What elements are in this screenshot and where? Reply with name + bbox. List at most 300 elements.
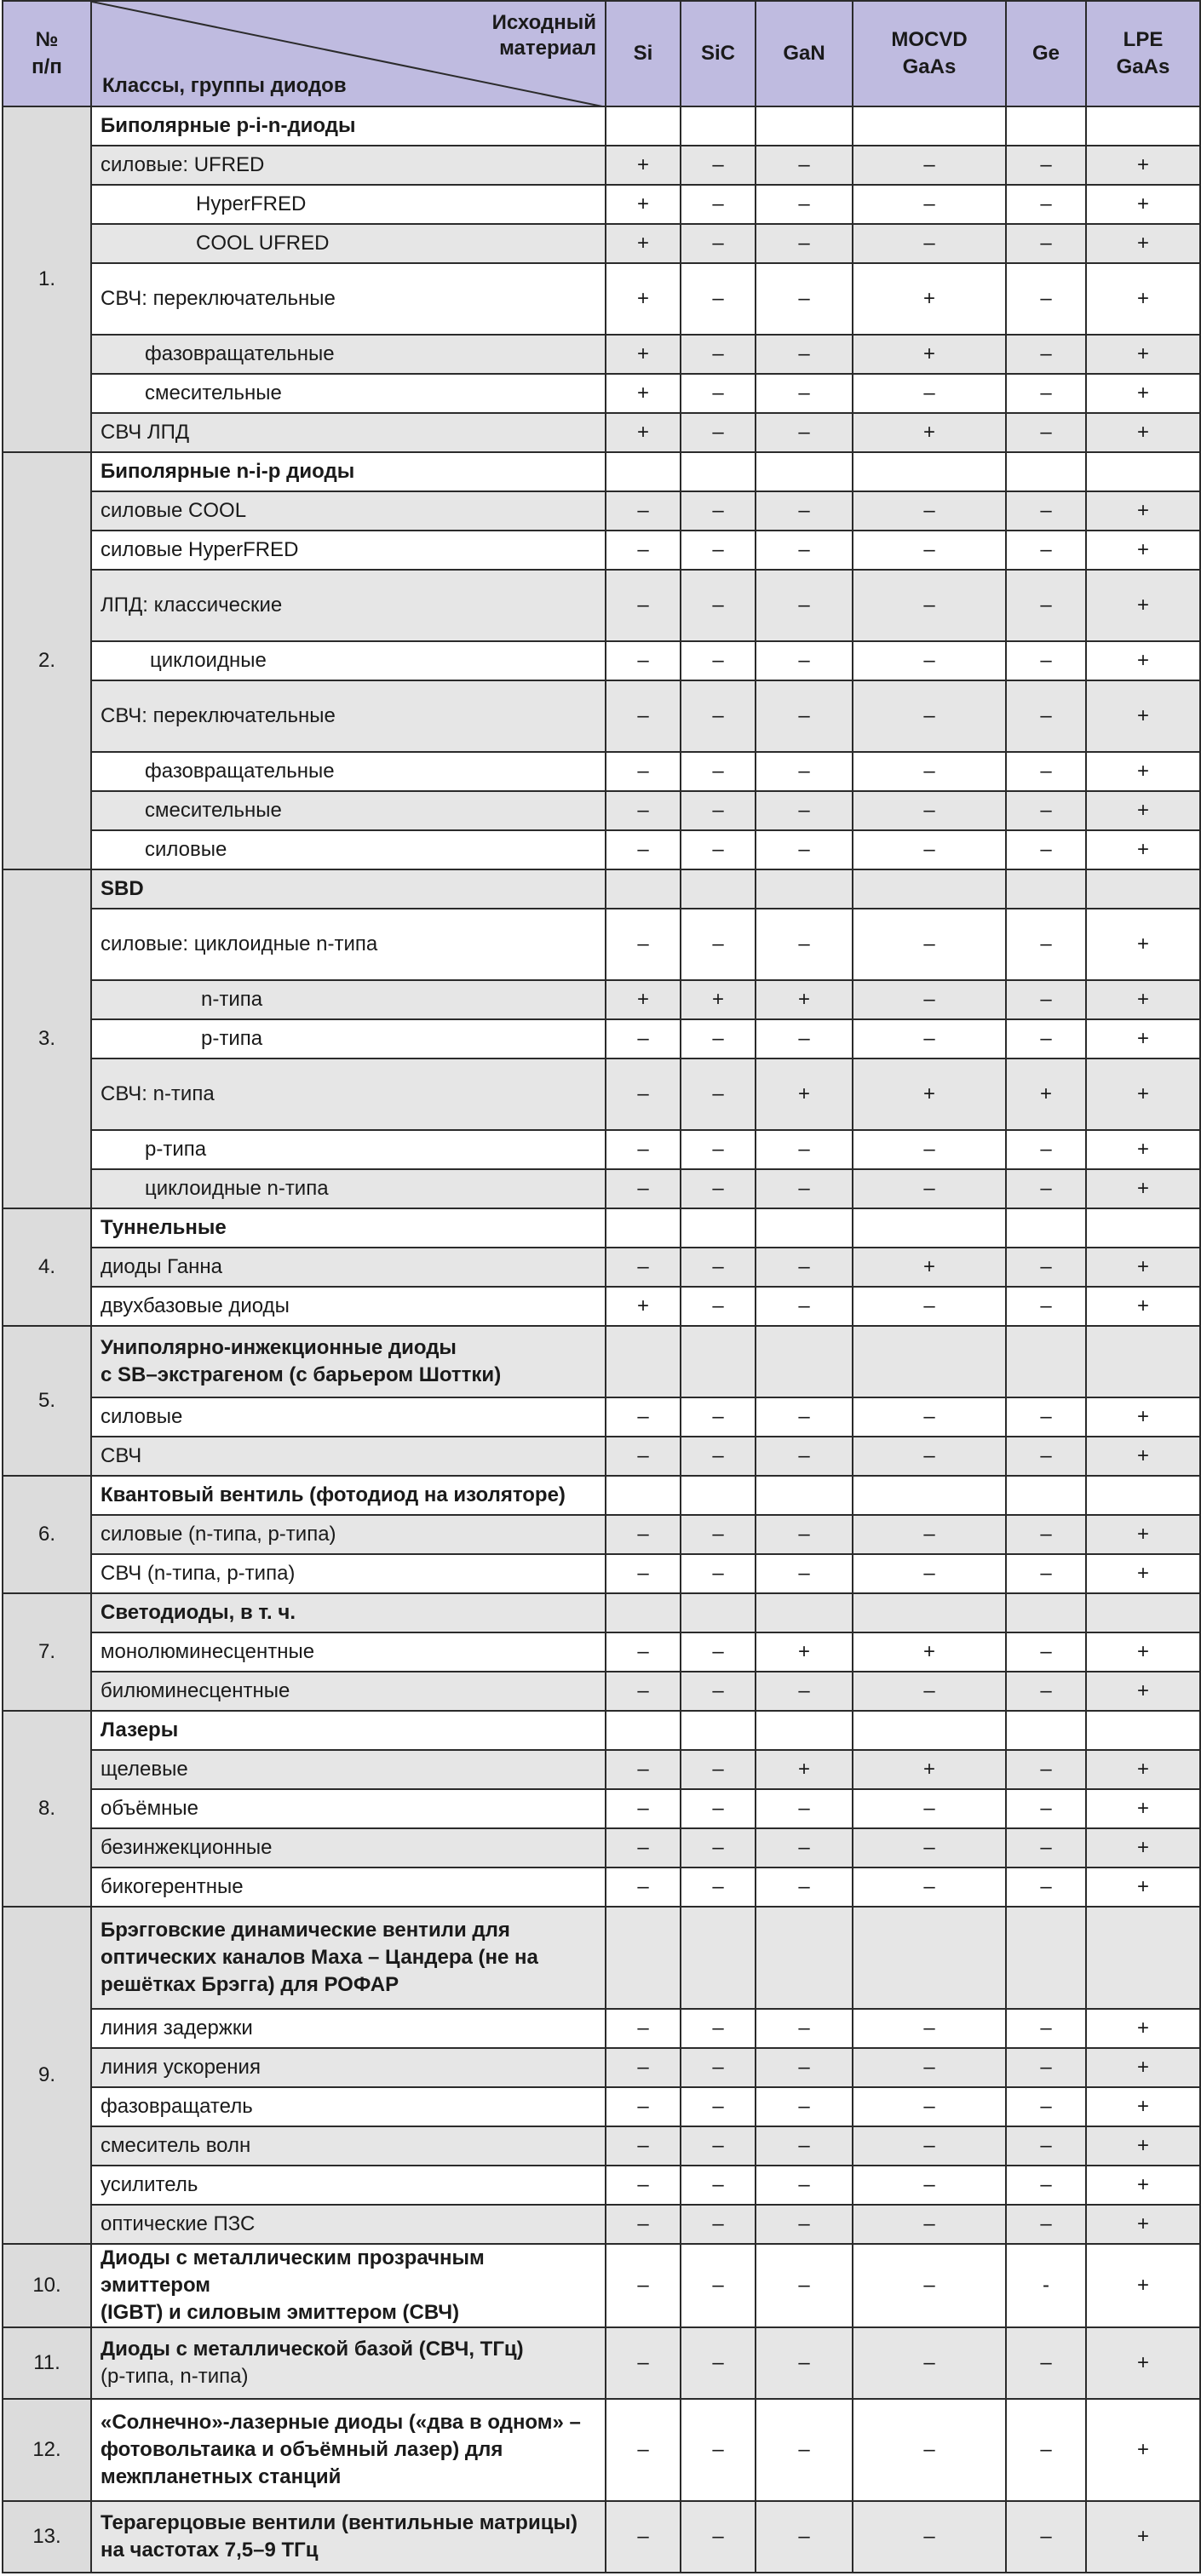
row-label-text: Брэгговские динамические вентили для оптических каналов Маха – Цандера (не на решётках Брэгга) для РОФАР — [101, 1919, 538, 1996]
value-cell: – — [606, 570, 681, 641]
table-row — [3, 680, 1200, 752]
value-cell: – — [681, 1248, 756, 1287]
value-cell: – — [1006, 2166, 1086, 2205]
value-cell: – — [681, 1169, 756, 1208]
value-cell: – — [681, 531, 756, 570]
row-label — [91, 224, 606, 263]
table-row — [3, 2126, 1200, 2166]
header-material-mocvd-gaas: MOCVD GaAs — [853, 1, 1006, 106]
value-cell — [1086, 869, 1200, 909]
value-cell: – — [853, 980, 1006, 1019]
value-cell: – — [681, 335, 756, 374]
value-cell — [756, 1907, 853, 2009]
row-label — [91, 570, 606, 641]
value-cell: – — [606, 2048, 681, 2087]
value-cell: + — [1086, 263, 1200, 335]
value-cell: + — [1086, 1672, 1200, 1711]
value-cell: – — [606, 1059, 681, 1130]
value-cell: – — [1006, 641, 1086, 680]
value-cell: – — [606, 909, 681, 980]
value-cell — [853, 1208, 1006, 1248]
row-label-text: силовые: циклоидные n-типа — [101, 932, 378, 955]
value-cell: + — [1086, 2327, 1200, 2399]
value-cell: – — [606, 1672, 681, 1711]
group-number: 5. — [3, 1326, 91, 1476]
value-cell: – — [853, 491, 1006, 531]
group-heading — [91, 1593, 606, 1632]
value-cell: – — [756, 2501, 853, 2573]
value-cell: + — [1086, 374, 1200, 413]
value-cell: – — [681, 1789, 756, 1828]
value-cell: – — [606, 1750, 681, 1789]
row-label-text: p-типа — [201, 1027, 263, 1050]
value-cell — [606, 1907, 681, 2009]
value-cell: – — [681, 2244, 756, 2327]
row-label-text: билюминесцентные — [101, 1679, 290, 1702]
row-label-text: СВЧ: переключательные — [101, 287, 336, 310]
value-cell — [1086, 1208, 1200, 1248]
value-cell: + — [1086, 146, 1200, 185]
table-row — [3, 2244, 1200, 2327]
table-row — [3, 641, 1200, 680]
row-label-text: бикогерентные — [101, 1875, 244, 1898]
table-row — [3, 1593, 1200, 1632]
row-label-text: силовые — [145, 838, 227, 861]
row-label-text: Диоды с металлической базой (СВЧ, ТГц) — [101, 2338, 524, 2361]
value-cell: – — [756, 1437, 853, 1476]
header-material-lpe-gaas: LPE GaAs — [1086, 1, 1200, 106]
value-cell: – — [853, 185, 1006, 224]
value-cell: – — [756, 1130, 853, 1169]
group-number: 3. — [3, 869, 91, 1208]
value-cell — [1006, 1476, 1086, 1515]
value-cell — [1006, 1907, 1086, 2009]
value-cell: – — [606, 1554, 681, 1593]
header-diode-classes: Классы, группы диодов — [102, 74, 347, 97]
table-row — [3, 570, 1200, 641]
value-cell: – — [756, 1828, 853, 1867]
table-row — [3, 1750, 1200, 1789]
value-cell — [756, 1593, 853, 1632]
value-cell — [853, 452, 1006, 491]
value-cell: – — [681, 1632, 756, 1672]
value-cell — [1006, 1711, 1086, 1750]
table-row — [3, 909, 1200, 980]
table-row — [3, 1287, 1200, 1326]
value-cell — [606, 106, 681, 146]
value-cell — [606, 869, 681, 909]
value-cell — [1006, 1208, 1086, 1248]
value-cell: – — [853, 1130, 1006, 1169]
value-cell: + — [756, 1750, 853, 1789]
value-cell: + — [1006, 1059, 1086, 1130]
value-cell: – — [853, 1287, 1006, 1326]
value-cell: – — [853, 2501, 1006, 2573]
row-label-text: фазовращатель — [101, 2095, 253, 2118]
value-cell: – — [756, 752, 853, 791]
row-label-text: фазовращательные — [145, 760, 335, 783]
value-cell: – — [681, 2327, 756, 2399]
row-label — [91, 1437, 606, 1476]
row-label — [91, 1672, 606, 1711]
row-label — [91, 680, 606, 752]
table-row — [3, 263, 1200, 335]
value-cell: – — [756, 791, 853, 830]
value-cell: – — [1006, 2501, 1086, 2573]
table-row — [3, 2205, 1200, 2244]
value-cell: + — [606, 374, 681, 413]
row-label — [91, 146, 606, 185]
table-row — [3, 1828, 1200, 1867]
row-label-text: силовые COOL — [101, 499, 247, 522]
value-cell: – — [853, 1672, 1006, 1711]
value-cell: – — [681, 374, 756, 413]
value-cell: – — [606, 1515, 681, 1554]
value-cell: + — [1086, 2244, 1200, 2327]
value-cell: – — [1006, 1867, 1086, 1907]
row-label — [91, 1397, 606, 1437]
value-cell: – — [853, 1789, 1006, 1828]
table-row — [3, 869, 1200, 909]
group-number: 11. — [3, 2327, 91, 2399]
value-cell: – — [756, 2205, 853, 2244]
value-cell: – — [853, 146, 1006, 185]
value-cell: + — [1086, 752, 1200, 791]
row-label-text: смесительные — [145, 799, 282, 822]
table-row — [3, 224, 1200, 263]
row-label-text: Лазеры — [101, 1718, 179, 1741]
value-cell: – — [1006, 2126, 1086, 2166]
table-row — [3, 2048, 1200, 2087]
table-row — [3, 531, 1200, 570]
group-number: 1. — [3, 106, 91, 452]
value-cell: – — [756, 570, 853, 641]
value-cell: – — [756, 224, 853, 263]
row-label-text: СВЧ ЛПД — [101, 421, 190, 444]
value-cell: – — [1006, 2399, 1086, 2501]
row-label — [91, 1130, 606, 1169]
value-cell: – — [1006, 2009, 1086, 2048]
group-heading — [91, 1476, 606, 1515]
value-cell: + — [1086, 2166, 1200, 2205]
value-cell: – — [756, 185, 853, 224]
value-cell: – — [853, 641, 1006, 680]
table-row — [3, 2399, 1200, 2501]
value-cell: + — [1086, 1397, 1200, 1437]
table-row — [3, 2009, 1200, 2048]
value-cell: – — [756, 1554, 853, 1593]
value-cell: + — [1086, 1515, 1200, 1554]
value-cell: – — [681, 1750, 756, 1789]
value-cell — [853, 1711, 1006, 1750]
value-cell: – — [606, 791, 681, 830]
value-cell: – — [606, 641, 681, 680]
value-cell: – — [1006, 1019, 1086, 1059]
value-cell: – — [606, 491, 681, 531]
value-cell: + — [1086, 2399, 1200, 2501]
value-cell — [606, 1593, 681, 1632]
value-cell: – — [681, 1828, 756, 1867]
header-material-sic: SiC — [681, 1, 756, 106]
value-cell: – — [756, 2244, 853, 2327]
table-row — [3, 752, 1200, 791]
value-cell: – — [756, 909, 853, 980]
value-cell — [853, 1593, 1006, 1632]
row-label-text: Диоды с металлическим прозрачным эмиттером (IGBT) и силовым эмиттером (СВЧ) — [101, 2246, 485, 2324]
row-label-text: Биполярные p-i-n-диоды — [101, 114, 356, 137]
value-cell: – — [756, 2399, 853, 2501]
value-cell: – — [681, 752, 756, 791]
row-label-text: силовые: UFRED — [101, 153, 265, 176]
value-cell: – — [1006, 491, 1086, 531]
group-heading — [91, 1907, 606, 2009]
value-cell: – — [681, 2399, 756, 2501]
value-cell: - — [1006, 2244, 1086, 2327]
value-cell — [853, 1326, 1006, 1397]
value-cell: – — [1006, 570, 1086, 641]
table-row — [3, 791, 1200, 830]
row-label-text: Квантовый вентиль (фотодиод на изоляторе) — [101, 1483, 566, 1506]
value-cell — [756, 1208, 853, 1248]
value-cell: – — [1006, 224, 1086, 263]
table-row — [3, 1326, 1200, 1397]
value-cell: + — [606, 146, 681, 185]
table-row — [3, 980, 1200, 1019]
value-cell: – — [756, 1789, 853, 1828]
value-cell: + — [1086, 1019, 1200, 1059]
value-cell: – — [681, 1397, 756, 1437]
value-cell: + — [1086, 680, 1200, 752]
value-cell — [681, 1476, 756, 1515]
value-cell: – — [606, 2126, 681, 2166]
row-label-text: СВЧ — [101, 1444, 142, 1467]
row-label — [91, 830, 606, 869]
value-cell: + — [1086, 413, 1200, 452]
value-cell: – — [756, 531, 853, 570]
value-cell: + — [1086, 1789, 1200, 1828]
table-row — [3, 1711, 1200, 1750]
table-row — [3, 1130, 1200, 1169]
value-cell: – — [756, 335, 853, 374]
value-cell: + — [1086, 641, 1200, 680]
table-row — [3, 2087, 1200, 2126]
table-row — [3, 452, 1200, 491]
header-material-gan: GaN — [756, 1, 853, 106]
table-row — [3, 2327, 1200, 2399]
value-cell: – — [756, 1867, 853, 1907]
value-cell: – — [1006, 791, 1086, 830]
table-body — [3, 106, 1200, 2573]
value-cell: – — [1006, 1789, 1086, 1828]
table-row — [3, 335, 1200, 374]
row-label — [91, 1287, 606, 1326]
value-cell: – — [606, 2244, 681, 2327]
value-cell — [1086, 1907, 1200, 2009]
value-cell — [606, 1476, 681, 1515]
row-label-text: n-типа — [201, 988, 263, 1011]
value-cell: – — [681, 1867, 756, 1907]
table-row — [3, 1019, 1200, 1059]
value-cell: – — [1006, 1169, 1086, 1208]
value-cell: – — [853, 2166, 1006, 2205]
value-cell: – — [681, 1672, 756, 1711]
value-cell: – — [681, 2048, 756, 2087]
value-cell: – — [681, 570, 756, 641]
value-cell: – — [681, 1059, 756, 1130]
header-material-si: Si — [606, 1, 681, 106]
value-cell: + — [1086, 2501, 1200, 2573]
row-label-text: Униполярно-инжекционные диоды с SB–экстрагеном (с барьером Шоттки) — [101, 1336, 502, 1386]
row-label — [91, 1515, 606, 1554]
value-cell: – — [681, 2166, 756, 2205]
row-label — [91, 374, 606, 413]
table-row — [3, 1208, 1200, 1248]
value-cell: – — [1006, 263, 1086, 335]
value-cell: – — [756, 2048, 853, 2087]
row-label — [91, 1828, 606, 1867]
value-cell: – — [681, 1287, 756, 1326]
row-label-text: двухбазовые диоды — [101, 1294, 290, 1317]
row-label — [91, 413, 606, 452]
value-cell: – — [681, 1130, 756, 1169]
table-row — [3, 1437, 1200, 1476]
value-cell: – — [606, 1437, 681, 1476]
row-label-text: «Солнечно»-лазерные диоды («два в одном» – фотовольтаика и объёмный лазер) для межпланетных станций — [101, 2411, 581, 2488]
value-cell: – — [1006, 980, 1086, 1019]
value-cell: – — [1006, 830, 1086, 869]
row-label-text: СВЧ (n-типа, p-типа) — [101, 1562, 296, 1585]
row-label — [91, 791, 606, 830]
value-cell: + — [853, 335, 1006, 374]
value-cell: + — [1086, 224, 1200, 263]
value-cell: – — [853, 2205, 1006, 2244]
value-cell: + — [756, 1632, 853, 1672]
value-cell: – — [853, 1169, 1006, 1208]
value-cell: – — [1006, 1750, 1086, 1789]
value-cell: + — [853, 1248, 1006, 1287]
group-number: 6. — [3, 1476, 91, 1593]
value-cell: – — [853, 2048, 1006, 2087]
group-number: 8. — [3, 1711, 91, 1907]
value-cell: + — [1086, 2126, 1200, 2166]
value-cell: – — [681, 2205, 756, 2244]
value-cell: – — [681, 413, 756, 452]
value-cell: – — [681, 1019, 756, 1059]
value-cell: – — [1006, 1248, 1086, 1287]
row-label-text: монолюминесцентные — [101, 1640, 315, 1663]
value-cell: + — [1086, 491, 1200, 531]
row-label — [91, 1867, 606, 1907]
value-cell: – — [606, 2205, 681, 2244]
value-cell — [853, 1476, 1006, 1515]
value-cell: + — [1086, 185, 1200, 224]
value-cell: + — [1086, 2087, 1200, 2126]
value-cell: – — [853, 374, 1006, 413]
value-cell — [606, 1208, 681, 1248]
table-row — [3, 1907, 1200, 2009]
value-cell: – — [606, 2399, 681, 2501]
group-number: 4. — [3, 1208, 91, 1326]
row-label-text: циклоидные n-типа — [145, 1177, 329, 1200]
value-cell: – — [756, 1169, 853, 1208]
row-label — [91, 1248, 606, 1287]
value-cell: – — [681, 791, 756, 830]
group-number: 12. — [3, 2399, 91, 2501]
row-label — [91, 2048, 606, 2087]
value-cell: – — [853, 531, 1006, 570]
table-row — [3, 413, 1200, 452]
row-label — [91, 2087, 606, 2126]
value-cell: + — [1086, 2048, 1200, 2087]
value-cell — [756, 869, 853, 909]
row-label — [91, 531, 606, 570]
group-number: 7. — [3, 1593, 91, 1711]
value-cell: – — [853, 1867, 1006, 1907]
value-cell: + — [756, 980, 853, 1019]
value-cell: + — [1086, 791, 1200, 830]
row-label — [91, 980, 606, 1019]
value-cell: – — [756, 1397, 853, 1437]
value-cell: – — [606, 531, 681, 570]
row-label — [91, 1019, 606, 1059]
value-cell: – — [853, 1019, 1006, 1059]
value-cell — [756, 106, 853, 146]
value-cell: + — [1086, 1437, 1200, 1476]
row-label — [91, 335, 606, 374]
value-cell — [756, 1711, 853, 1750]
row-label-text: силовые (n-типа, p-типа) — [101, 1523, 336, 1546]
value-cell: – — [606, 752, 681, 791]
row-label — [91, 263, 606, 335]
row-label — [91, 1169, 606, 1208]
value-cell: + — [1086, 570, 1200, 641]
value-cell: + — [1086, 1248, 1200, 1287]
row-label-text: SBD — [101, 877, 144, 900]
row-label-text: СВЧ: n-типа — [101, 1082, 215, 1105]
value-cell: + — [606, 263, 681, 335]
value-cell — [853, 1907, 1006, 2009]
value-cell: – — [756, 1287, 853, 1326]
value-cell: – — [756, 146, 853, 185]
value-cell: + — [853, 1750, 1006, 1789]
value-cell: – — [853, 909, 1006, 980]
group-heading — [91, 1711, 606, 1750]
row-label-text: Терагерцовые вентили (вентильные матрицы) на частотах 7,5–9 ТГц — [101, 2511, 578, 2562]
row-label — [91, 491, 606, 531]
value-cell: – — [1006, 1554, 1086, 1593]
row-label-text: силовые — [101, 1405, 183, 1428]
value-cell: – — [681, 185, 756, 224]
value-cell: – — [853, 2327, 1006, 2399]
value-cell: – — [606, 2009, 681, 2048]
value-cell: – — [756, 1672, 853, 1711]
value-cell — [1086, 106, 1200, 146]
value-cell: – — [853, 1515, 1006, 1554]
value-cell: – — [1006, 752, 1086, 791]
row-label-text: безинжекционные — [101, 1836, 273, 1859]
value-cell: + — [1086, 1059, 1200, 1130]
value-cell: – — [1006, 1632, 1086, 1672]
row-label — [91, 2166, 606, 2205]
group-heading — [91, 2327, 606, 2399]
table-row — [3, 1672, 1200, 1711]
value-cell: – — [606, 2166, 681, 2205]
row-label-text: COOL UFRED — [196, 232, 330, 255]
row-label-subtext: (p-типа, n-типа) — [101, 2365, 249, 2388]
row-label — [91, 1789, 606, 1828]
value-cell: + — [606, 185, 681, 224]
value-cell: + — [1086, 1632, 1200, 1672]
